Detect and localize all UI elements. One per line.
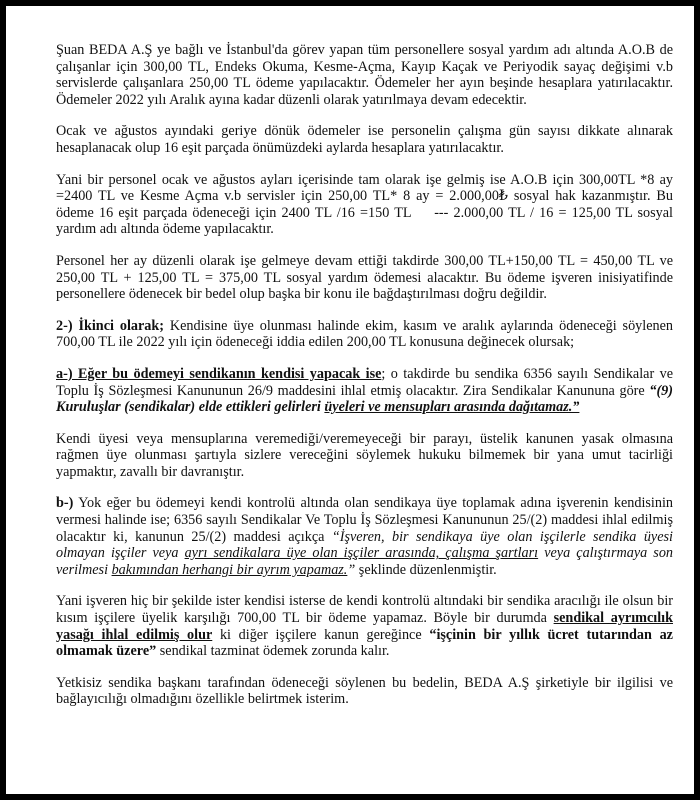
discrimination-text-2: ki diğer işçilere kanun gereğince xyxy=(212,626,430,643)
discrimination-text-3: sendikal tazminat ödemek zorunda kalır. xyxy=(156,643,390,660)
point-a-text: ; o takdirde bu sendika 6356 sayılı Sendikalar ve Toplu İş Sözleşmesi Kanununun 26/9 maddesini ihlal etmiş olacaktır. Zira Sendikalar Kanununa göre xyxy=(56,365,673,399)
second-point-heading: 2-) İkinci olarak; xyxy=(56,317,164,334)
paragraph-monthly-total-text: Personel her ay düzenli olarak işe gelmeye devam ettiği takdirde 300,00 TL+150,00 TL = 450,00 TL ve 250,00 TL + 125,00 TL = 375,00 TL sosyal yardım ödemesi alacaktır. Bu ödeme işveren inisiyatifinde personellere ödenecek bir bedel olup başka bir konu ile bağdaştırılması doğru değildir. xyxy=(56,252,673,303)
closing-statement-text: Yetkisiz sendika başkanı tarafından ödeneceği söylenen bu bedelin, BEDA A.Ş şirketiyle bir ilgilisi ve bağlayıcılığı olmadığını özellikle belirtmek isterim. xyxy=(56,674,673,708)
discrimination-quote: “işçinin bir yıllık ücret tutarından az olmamak üzere” xyxy=(56,626,673,660)
discrimination-text-1: Yani işveren hiç bir şekilde ister kendisi isterse de kendi kontrolü altındaki bir sendika aracılığı ile olsun bir kısım işçilere üyelik karşılığı 700,00 TL bir ödeme yapamaz. Böyle bir durumda xyxy=(56,593,673,627)
point-b-quote-middle: veya çalıştırmaya son verilmesi xyxy=(56,545,674,578)
calculation-dash: --- xyxy=(434,204,449,221)
second-point-text: Kendisine üye olunması halinde ekim, kasım ve aralık aylarında ödeneceği söylenen 700,00 TL ile 2022 yılı için ödeneceği iddia edilen 200,00 TL konusuna değinecek olursak; xyxy=(56,317,673,351)
paragraph-hope-merchant-text: Kendi üyesi veya mensuplarına veremediği/veremeyeceği bir parayı, üstelik kanunen yasak olmasına rağmen üye olunması şartıyla sizlere vereceğini söylemek hukuku bilmemek bir yana umut tacirliği yapmaktır, zavallı bir davranıştır. xyxy=(56,430,673,480)
calculation-example-text: Yani bir personel ocak ve ağustos ayları içerisinde tam olarak işe gelmiş ise A.O.B için 300,00TL *8 ay =2400 TL ve Kesme Açma v.b servisler için 250,00 TL* 8 ay = 2.000,00₺ sosyal hak kazanmıştır. Bu ödeme 16 eşit parçada ödeneceği için 2400 TL /16 =150 TL xyxy=(56,171,673,221)
point-a-quote-underlined: üyeleri ve mensupları arasında dağıtamaz.” xyxy=(324,399,580,416)
document-body xyxy=(56,42,673,723)
calculation-result-text: 2.000,00 TL / 16 = 125,00 TL sosyal yardım adı altında ödeme yapılacaktır. xyxy=(56,204,673,238)
paragraph-point-a xyxy=(56,366,673,416)
paragraph-social-aid xyxy=(56,42,673,108)
document-page xyxy=(4,4,696,796)
point-a-quote: “(9) Kuruluşlar (sendikalar) elde ettikleri gelirleri xyxy=(56,382,673,416)
paragraph-retroactive-payments xyxy=(56,123,673,156)
paragraph-union-discrimination xyxy=(56,593,673,659)
paragraph-calculation-example xyxy=(56,172,673,238)
point-b-quote-start: “İşveren, bir sendikaya üye olan işçilerle sendika üyesi olmayan işçiler veya xyxy=(56,528,673,562)
point-b-quote-end: ” xyxy=(347,561,356,578)
point-a-heading: a-) Eğer bu ödemeyi sendikanın kendisi yapacak ise xyxy=(56,365,382,382)
discrimination-emphasis: sendikal ayrımcılık yasağı ihlal edilmiş olur xyxy=(56,610,673,643)
point-b-heading: b-) xyxy=(56,495,74,512)
paragraph-monthly-total xyxy=(56,253,673,303)
paragraph-point-b xyxy=(56,495,673,578)
paragraph-social-aid-text: Şuan BEDA A.Ş ye bağlı ve İstanbul'da görev yapan tüm personellere sosyal yardım adı altında A.O.B de çalışanlar için 300,00 TL, Endeks Okuma, Kesme-Açma, Kayıp Kaçak ve Periyodik sayaç değişimi v.b servislerde çalışanlara 250,00 TL ödeme yapılacaktır. Ödemeler her ayın beşinde hesaplara yatırılacaktır. Ödemeler 2022 yılı Aralık ayına kadar düzenli olarak yatırılmaya devam edecektir. xyxy=(56,42,673,108)
point-b-text: Yok eğer bu ödemeyi kendi kontrolü altında olan sendikaya üye toplamak adına işverenin kendisinin vermesi halinde ise; 6356 sayılı Sendikalar Ve Toplu İş Sözleşmesi Kanununun 25/(2) maddesi ihlal edilmiş olacaktır ki, kanunun 25/(2) maddesi açıkça xyxy=(56,495,673,545)
paragraph-closing-statement xyxy=(56,675,673,708)
point-b-quote-underlined-2: bakımından herhangi bir ayrım yapamaz. xyxy=(111,561,348,578)
point-b-quote-underlined-1: ayrı sendikalara üye olan işçiler arasında, çalışma şartları xyxy=(184,545,539,562)
paragraph-retroactive-payments-text: Ocak ve ağustos ayındaki geriye dönük ödemeler ise personelin çalışma gün sayısı dikkate alınarak hesaplanacak olup 16 eşit parçada önümüzdeki aylarda hesaplara yatırılacaktır. xyxy=(56,123,673,156)
paragraph-second-point xyxy=(56,318,673,351)
point-b-closing: şeklinde düzenlenmiştir. xyxy=(355,561,497,578)
paragraph-hope-merchant xyxy=(56,431,673,481)
